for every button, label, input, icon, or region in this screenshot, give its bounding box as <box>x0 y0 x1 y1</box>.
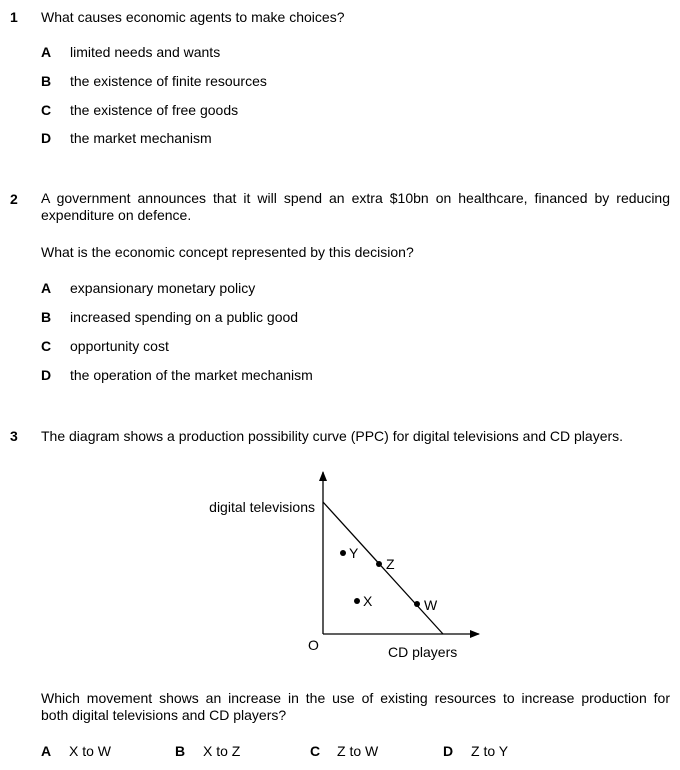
question-2-number: 2 <box>10 191 18 207</box>
point-z-label: Z <box>386 556 395 572</box>
question-3-stem: The diagram shows a production possibility curve (PPC) for digital televisions and CD players. <box>41 428 624 444</box>
point-x-label: X <box>363 593 373 609</box>
question-3-number: 3 <box>10 428 18 444</box>
q1-option-d-letter: D <box>41 130 52 146</box>
q2-option-d-text: the operation of the market mechanism <box>70 367 313 383</box>
point-z-marker <box>376 561 382 567</box>
q3-option-c-letter: C <box>310 743 321 759</box>
question-3-prompt-line-2: both digital televisions and CD players? <box>41 707 287 723</box>
point-y-label: Y <box>349 545 359 561</box>
q1-option-b-text: the existence of finite resources <box>70 73 267 89</box>
question-2-stem-line-2: expenditure on defence. <box>41 207 192 223</box>
q1-option-a-letter: A <box>41 44 52 60</box>
q2-option-a-letter: A <box>41 280 52 296</box>
q2-option-d-letter: D <box>41 367 52 383</box>
point-w-marker <box>414 601 420 607</box>
q2-option-a-text: expansionary monetary policy <box>70 280 256 296</box>
q3-option-a-letter: A <box>41 743 52 759</box>
q3-option-a-text: X to W <box>69 743 112 759</box>
question-2-stem-line-1: A government announces that it will spend an extra $10bn on healthcare, financed by reducing <box>41 190 670 206</box>
question-3-prompt-line-1: Which movement shows an increase in the use of existing resources to increase production for <box>41 690 670 706</box>
q2-option-c-letter: C <box>41 338 52 354</box>
point-x-marker <box>354 598 360 604</box>
q3-option-d-letter: D <box>443 743 454 759</box>
question-3-prompt <box>41 690 670 724</box>
q1-option-c-letter: C <box>41 102 52 118</box>
q3-option-c-text: Z to W <box>337 743 379 759</box>
q3-option-b-text: X to Z <box>203 743 241 759</box>
q2-option-b-letter: B <box>41 309 52 325</box>
point-w-label: W <box>424 597 438 613</box>
q1-option-d-text: the market mechanism <box>70 130 212 146</box>
ppc-curve <box>323 502 443 634</box>
q3-option-d-text: Z to Y <box>471 743 509 759</box>
question-2-prompt: What is the economic concept represented by this decision? <box>41 244 414 260</box>
q2-option-c-text: opportunity cost <box>70 338 169 354</box>
q1-option-a-text: limited needs and wants <box>70 44 221 60</box>
q1-option-c-text: the existence of free goods <box>70 102 239 118</box>
origin-label: O <box>308 637 319 653</box>
q3-option-b-letter: B <box>175 743 186 759</box>
question-1-stem: What causes economic agents to make choices? <box>41 9 345 25</box>
x-axis-label: CD players <box>388 644 458 660</box>
q1-option-b-letter: B <box>41 73 52 89</box>
question-1-number: 1 <box>10 9 18 25</box>
y-axis-label: digital televisions <box>209 499 315 515</box>
point-y-marker <box>340 550 346 556</box>
q2-option-b-text: increased spending on a public good <box>70 309 299 325</box>
